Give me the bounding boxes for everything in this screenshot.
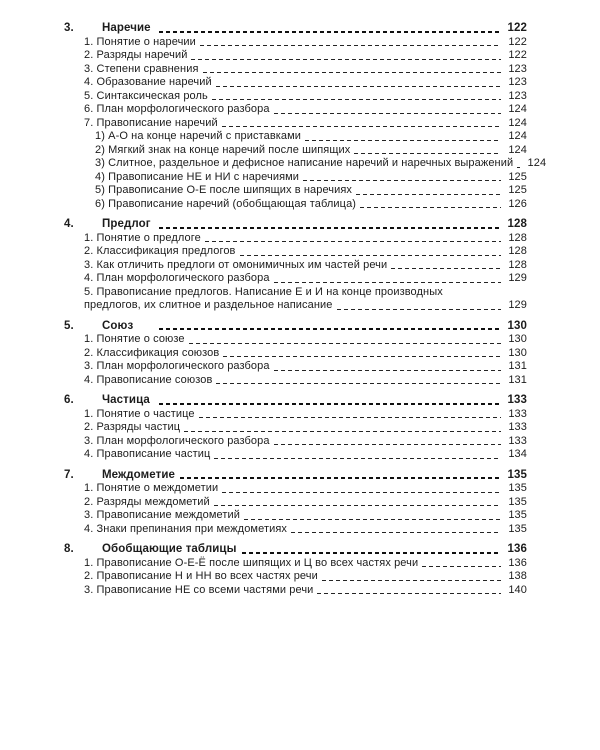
item-leader [222,482,504,496]
item-leader [391,259,504,273]
item-page: 123 [508,89,527,102]
toc-item [64,557,527,571]
subitem-label: 3) Слитное, раздельное и дефисное написание наречий и наречных выражений [95,157,514,169]
item-page: 134 [508,448,527,460]
item-page: 128 [508,258,527,271]
item-label: 4. Образование наречий [84,76,212,88]
item-label: 2. Правописание Н и НН во всех частях речи [84,570,318,582]
section-title: Междометие [102,468,175,481]
item-page: 133 [508,407,527,420]
toc-item [64,333,527,347]
item-label: 2. Классификация союзов [84,346,220,359]
subitem-page: 125 [508,170,527,183]
section-header-row [64,218,527,232]
item-page: 123 [508,76,527,88]
section-number: 8. [64,543,74,555]
subitem-leader [360,198,504,212]
section-leader [159,394,504,408]
section-page: 136 [507,543,527,555]
item-leader [291,523,504,537]
toc-item [64,259,527,273]
section-number: 6. [64,394,74,406]
section-page: 130 [507,319,527,332]
subitem-label: 6) Правописание наречий (обобщающая таблица) [95,197,357,210]
item-page: 129 [508,299,527,311]
toc-item [64,584,527,598]
item-page: 133 [508,421,527,433]
item-leader [337,299,505,313]
toc-item [64,482,527,496]
section-header-row [64,394,527,408]
section-number: 7. [64,468,74,481]
item-label: 3. Правописание НЕ со всеми частями речи [84,583,314,596]
item-label: 3. Степени сравнения [84,62,199,75]
item-leader [274,360,504,374]
item-leader [240,245,504,259]
item-page: 124 [508,116,527,129]
item-leader [184,421,504,435]
subitem-page: 124 [508,130,527,142]
toc-item [64,117,527,131]
item-page: 135 [508,509,527,521]
item-page: 133 [508,434,527,447]
toc-subitem [64,171,527,185]
toc-item [64,509,527,523]
item-leader [200,36,504,50]
toc-section [64,469,527,537]
item-leader [203,63,504,77]
toc-item [64,374,527,388]
item-leader [422,557,504,571]
item-label: 4. Знаки препинания при междометиях [84,522,287,535]
item-leader [205,232,504,246]
toc-item-continuation [64,299,527,313]
item-page: 135 [508,495,527,508]
item-label: 5. Правописание предлогов. Написание Е и И на конце производных [84,285,443,298]
item-leader [214,496,504,510]
toc-item [64,421,527,435]
item-leader [274,103,504,117]
toc-section [64,320,527,388]
item-page: 138 [508,570,527,582]
section-page: 133 [507,394,527,406]
section-page: 122 [507,22,527,34]
subitem-leader [356,184,504,198]
section-page: 135 [507,468,527,481]
item-label: 4. Правописание союзов [84,373,213,386]
toc-item [64,76,527,90]
section-title: Предлог [102,218,151,230]
item-label: 2. Разряды междометий [84,495,210,508]
item-page: 123 [508,62,527,75]
section-leader [242,543,504,557]
item-label: 7. Правописание наречий [84,116,218,129]
subitem-page: 125 [508,184,527,196]
toc-item [64,435,527,449]
subitem-leader [354,144,504,158]
item-label: 2. Разряды частиц [84,421,181,433]
section-title: Частица [102,394,150,406]
section-leader [159,22,504,36]
toc-item [64,103,527,117]
toc-item [64,90,527,104]
item-label: 1. Понятие о частице [84,407,195,420]
toc-subitem [64,130,527,144]
item-leader [216,76,504,90]
item-page: 140 [508,583,527,596]
item-page: 122 [508,35,527,48]
toc-subitem [64,184,527,198]
item-leader [223,347,504,361]
item-label: 1. Понятие о предлоге [84,231,201,244]
toc-item [64,360,527,374]
section-leader [180,469,504,483]
toc-subitem [64,157,547,171]
subitem-leader [303,171,504,185]
section-number: 4. [64,218,74,230]
toc-item [64,36,527,50]
section-leader [159,218,504,232]
item-leader [222,117,504,131]
item-label: 1. Понятие о наречии [84,35,196,48]
toc-item [64,63,527,77]
subitem-page: 124 [508,143,527,156]
item-label: 3. Правописание междометий [84,509,241,521]
toc-section [64,22,547,211]
item-page: 135 [508,522,527,535]
toc-item [64,496,527,510]
toc-item [64,286,527,300]
toc-section [64,543,527,597]
toc-item [64,523,527,537]
item-leader [274,435,504,449]
item-label: 5. Синтаксическая роль [84,89,208,102]
item-label-continuation: предлогов, их слитное и раздельное написание [84,299,333,311]
item-leader [317,584,504,598]
item-page: 128 [508,231,527,244]
section-number: 3. [64,22,74,34]
item-label: 2. Разряды наречий [84,49,188,61]
section-title: Наречие [102,22,151,34]
section-page: 128 [507,218,527,230]
item-leader [199,408,504,422]
subitem-label: 5) Правописание О-Е после шипящих в наречиях [95,184,353,196]
item-label: 1. Правописание О-Е-Ё после шипящих и Ц во всех частях речи [84,556,419,569]
item-label: 3. Как отличить предлоги от омонимичных им частей речи [84,258,388,271]
toc-item [64,272,527,286]
toc-section [64,218,527,313]
toc-item [64,570,527,584]
toc-item [64,232,527,246]
item-label: 2. Классификация предлогов [84,245,236,257]
toc-item [64,49,527,63]
item-page: 129 [508,272,527,284]
item-label: 1. Понятие о междометии [84,482,219,494]
item-page: 135 [508,482,527,494]
section-title: Союз [102,319,134,332]
item-label: 3. План морфологического разбора [84,360,270,372]
section-header-row [64,469,527,483]
item-page: 131 [508,373,527,386]
subitem-leader [517,157,523,171]
toc-item [64,245,527,259]
section-leader [159,320,504,334]
section-title: Обобщающие таблицы [102,543,237,555]
item-label: 3. План морфологического разбора [84,434,270,447]
item-page: 128 [508,245,527,257]
item-page: 131 [508,360,527,372]
section-header-row [64,22,527,36]
toc-item [64,347,527,361]
subitem-page: 126 [508,197,527,210]
item-page: 124 [508,103,527,115]
table-of-contents [64,22,547,597]
item-page: 122 [508,49,527,61]
toc-item [64,448,527,462]
subitem-page: 124 [527,157,547,169]
section-header-row [64,543,527,557]
subitem-label: 2) Мягкий знак на конце наречий после шипящих [95,143,351,156]
item-leader [274,272,504,286]
toc-item [64,408,527,422]
section-number: 5. [64,319,74,332]
item-leader [244,509,504,523]
toc-subitem [64,198,527,212]
subitem-leader [305,130,504,144]
item-leader [191,49,504,63]
item-label: 1. Понятие о союзе [84,333,185,345]
toc-section [64,394,527,462]
item-leader [216,374,504,388]
subitem-label: 4) Правописание НЕ и НИ с наречиями [95,170,300,183]
item-page: 130 [508,333,527,345]
section-header-row [64,320,527,334]
item-leader [322,570,504,584]
toc-subitem [64,144,527,158]
item-page: 136 [508,556,527,569]
item-label: 4. План морфологического разбора [84,272,270,284]
item-leader [189,333,504,347]
item-leader [212,90,504,104]
item-label: 4. Правописание частиц [84,448,211,460]
subitem-label: 1) А-О на конце наречий с приставками [95,130,302,142]
item-page: 130 [508,346,527,359]
item-label: 6. План морфологического разбора [84,103,270,115]
item-leader [214,448,504,462]
